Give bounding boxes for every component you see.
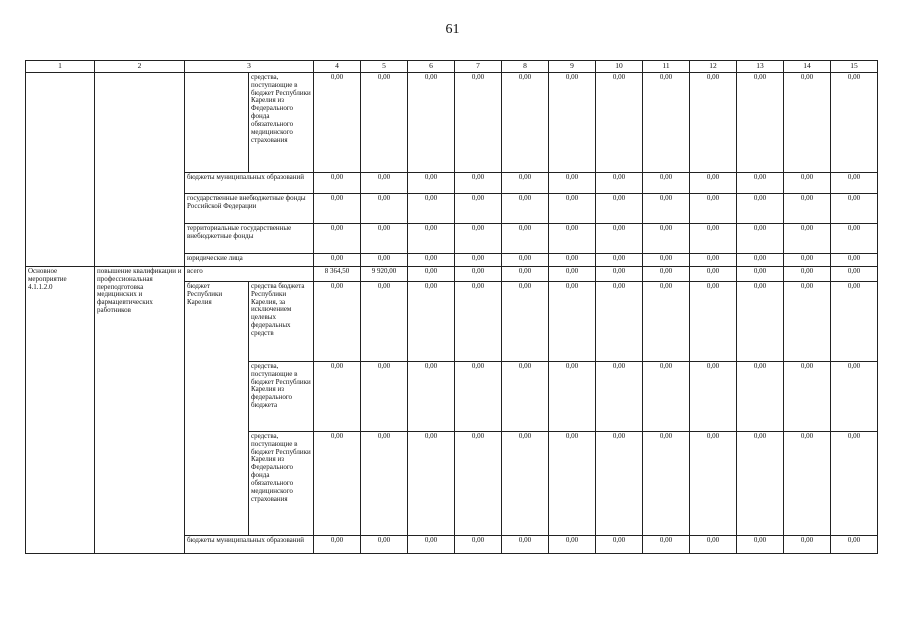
- source-cell: бюджеты муниципальных образований: [185, 173, 314, 194]
- amount-cell: 0,00: [737, 254, 784, 267]
- source-cell: бюджеты муниципальных образований: [185, 536, 314, 554]
- amount-cell: 0,00: [549, 173, 596, 194]
- amount-cell: 0,00: [831, 173, 878, 194]
- amount-cell: 0,00: [690, 536, 737, 554]
- column-number: 4: [314, 61, 361, 73]
- source-cell: средства, поступающие в бюджет Республики Карелия из Федерального фонда обязательного медицинского страхования: [249, 432, 314, 536]
- amount-cell: 0,00: [408, 282, 455, 362]
- amount-cell: 0,00: [455, 73, 502, 173]
- source-cell: средства бюджета Республики Карелия, за исключением целевых федеральных средств: [249, 282, 314, 362]
- amount-cell: 0,00: [455, 267, 502, 282]
- amount-cell: 0,00: [690, 254, 737, 267]
- amount-cell: 0,00: [502, 536, 549, 554]
- source-cell: юридические лица: [185, 254, 314, 267]
- amount-cell: 0,00: [502, 282, 549, 362]
- program-name: повышение квалификации и профессиональная переподготовка медицинских и фармацевтических работников: [95, 267, 185, 554]
- amount-cell: 0,00: [737, 432, 784, 536]
- amount-cell: 0,00: [596, 267, 643, 282]
- column-number: 13: [737, 61, 784, 73]
- amount-cell: 0,00: [784, 73, 831, 173]
- name-cell-empty: [95, 73, 185, 267]
- amount-cell: 0,00: [596, 282, 643, 362]
- budget-cell-empty: [185, 73, 249, 173]
- amount-cell: 0,00: [502, 362, 549, 432]
- program-code: Основное мероприятие 4.1.1.2.0: [26, 267, 95, 554]
- amount-cell: 0,00: [455, 173, 502, 194]
- amount-cell: 9 920,00: [361, 267, 408, 282]
- amount-cell: 0,00: [361, 194, 408, 224]
- amount-cell: 0,00: [408, 224, 455, 254]
- column-number: 14: [784, 61, 831, 73]
- amount-cell: 0,00: [502, 194, 549, 224]
- page-number: 61: [445, 22, 460, 37]
- amount-cell: 0,00: [784, 254, 831, 267]
- amount-cell: 0,00: [831, 432, 878, 536]
- column-number: 6: [408, 61, 455, 73]
- amount-cell: 0,00: [455, 194, 502, 224]
- column-number: 5: [361, 61, 408, 73]
- column-number: 10: [596, 61, 643, 73]
- amount-cell: 0,00: [549, 282, 596, 362]
- amount-cell: 0,00: [643, 254, 690, 267]
- amount-cell: 0,00: [596, 362, 643, 432]
- amount-cell: 0,00: [690, 73, 737, 173]
- amount-cell: 0,00: [643, 173, 690, 194]
- column-number: 12: [690, 61, 737, 73]
- amount-cell: 0,00: [314, 73, 361, 173]
- source-cell: государственные внебюджетные фонды Российской Федерации: [185, 194, 314, 224]
- table-row: [26, 73, 878, 173]
- amount-cell: 0,00: [784, 432, 831, 536]
- amount-cell: 0,00: [831, 362, 878, 432]
- amount-cell: 0,00: [502, 173, 549, 194]
- amount-cell: 0,00: [737, 282, 784, 362]
- column-number: 2: [95, 61, 185, 73]
- amount-cell: 0,00: [502, 267, 549, 282]
- amount-cell: 0,00: [314, 254, 361, 267]
- amount-cell: 0,00: [549, 254, 596, 267]
- amount-cell: 0,00: [690, 362, 737, 432]
- amount-cell: 0,00: [596, 194, 643, 224]
- amount-cell: 0,00: [831, 282, 878, 362]
- amount-cell: 0,00: [549, 73, 596, 173]
- amount-cell: 0,00: [690, 432, 737, 536]
- amount-cell: 0,00: [784, 362, 831, 432]
- amount-cell: 0,00: [643, 432, 690, 536]
- amount-cell: 0,00: [314, 536, 361, 554]
- column-number: 7: [455, 61, 502, 73]
- column-number: 9: [549, 61, 596, 73]
- amount-cell: 0,00: [643, 194, 690, 224]
- amount-cell: 0,00: [408, 173, 455, 194]
- total-label: всего: [185, 267, 314, 282]
- column-number: 1: [26, 61, 95, 73]
- amount-cell: 0,00: [502, 224, 549, 254]
- amount-cell: 0,00: [737, 194, 784, 224]
- amount-cell: 0,00: [502, 73, 549, 173]
- amount-cell: 0,00: [737, 536, 784, 554]
- amount-cell: 0,00: [737, 73, 784, 173]
- amount-cell: 0,00: [314, 173, 361, 194]
- amount-cell: 0,00: [408, 194, 455, 224]
- amount-cell: 0,00: [408, 267, 455, 282]
- amount-cell: 0,00: [408, 362, 455, 432]
- source-cell: средства, поступающие в бюджет Республики Карелия из Федерального фонда обязательного медицинского страхования: [249, 73, 314, 173]
- amount-cell: 0,00: [737, 267, 784, 282]
- amount-cell: 0,00: [784, 194, 831, 224]
- column-number-row: [26, 61, 878, 73]
- source-cell: территориальные государственные внебюджетные фонды: [185, 224, 314, 254]
- amount-cell: 0,00: [737, 224, 784, 254]
- financing-table: [25, 60, 878, 554]
- column-number: 11: [643, 61, 690, 73]
- amount-cell: 8 364,50: [314, 267, 361, 282]
- amount-cell: 0,00: [690, 194, 737, 224]
- amount-cell: 0,00: [408, 432, 455, 536]
- amount-cell: 0,00: [361, 362, 408, 432]
- amount-cell: 0,00: [737, 173, 784, 194]
- amount-cell: 0,00: [408, 73, 455, 173]
- amount-cell: 0,00: [831, 224, 878, 254]
- amount-cell: 0,00: [314, 194, 361, 224]
- amount-cell: 0,00: [643, 362, 690, 432]
- amount-cell: 0,00: [549, 536, 596, 554]
- amount-cell: 0,00: [549, 432, 596, 536]
- amount-cell: 0,00: [737, 362, 784, 432]
- budget-label: бюджет Республики Карелия: [185, 282, 249, 536]
- amount-cell: 0,00: [831, 267, 878, 282]
- amount-cell: 0,00: [831, 536, 878, 554]
- amount-cell: 0,00: [643, 536, 690, 554]
- amount-cell: 0,00: [643, 224, 690, 254]
- amount-cell: 0,00: [502, 254, 549, 267]
- amount-cell: 0,00: [408, 536, 455, 554]
- amount-cell: 0,00: [690, 224, 737, 254]
- amount-cell: 0,00: [455, 432, 502, 536]
- amount-cell: 0,00: [361, 173, 408, 194]
- amount-cell: 0,00: [361, 432, 408, 536]
- amount-cell: 0,00: [502, 432, 549, 536]
- amount-cell: 0,00: [361, 254, 408, 267]
- amount-cell: 0,00: [784, 173, 831, 194]
- amount-cell: 0,00: [784, 267, 831, 282]
- amount-cell: 0,00: [361, 282, 408, 362]
- amount-cell: 0,00: [455, 282, 502, 362]
- amount-cell: 0,00: [596, 254, 643, 267]
- amount-cell: 0,00: [643, 73, 690, 173]
- amount-cell: 0,00: [455, 362, 502, 432]
- amount-cell: 0,00: [314, 224, 361, 254]
- amount-cell: 0,00: [596, 432, 643, 536]
- source-cell: средства, поступающие в бюджет Республики Карелия из федерального бюджета: [249, 362, 314, 432]
- amount-cell: 0,00: [314, 432, 361, 536]
- amount-cell: 0,00: [455, 254, 502, 267]
- amount-cell: 0,00: [596, 173, 643, 194]
- amount-cell: 0,00: [690, 282, 737, 362]
- amount-cell: 0,00: [596, 224, 643, 254]
- amount-cell: 0,00: [643, 267, 690, 282]
- amount-cell: 0,00: [596, 73, 643, 173]
- amount-cell: 0,00: [690, 173, 737, 194]
- amount-cell: 0,00: [784, 536, 831, 554]
- amount-cell: 0,00: [455, 224, 502, 254]
- amount-cell: 0,00: [408, 254, 455, 267]
- amount-cell: 0,00: [784, 224, 831, 254]
- table-row: [26, 267, 878, 282]
- amount-cell: 0,00: [361, 224, 408, 254]
- column-number: 8: [502, 61, 549, 73]
- amount-cell: 0,00: [831, 73, 878, 173]
- amount-cell: 0,00: [361, 73, 408, 173]
- amount-cell: 0,00: [643, 282, 690, 362]
- amount-cell: 0,00: [314, 282, 361, 362]
- amount-cell: 0,00: [549, 362, 596, 432]
- amount-cell: 0,00: [831, 194, 878, 224]
- amount-cell: 0,00: [549, 194, 596, 224]
- amount-cell: 0,00: [455, 536, 502, 554]
- amount-cell: 0,00: [549, 224, 596, 254]
- column-number: 3: [185, 61, 314, 73]
- amount-cell: 0,00: [831, 254, 878, 267]
- amount-cell: 0,00: [784, 282, 831, 362]
- amount-cell: 0,00: [549, 267, 596, 282]
- column-number: 15: [831, 61, 878, 73]
- amount-cell: 0,00: [690, 267, 737, 282]
- status-cell-empty: [26, 73, 95, 267]
- amount-cell: 0,00: [596, 536, 643, 554]
- amount-cell: 0,00: [361, 536, 408, 554]
- amount-cell: 0,00: [314, 362, 361, 432]
